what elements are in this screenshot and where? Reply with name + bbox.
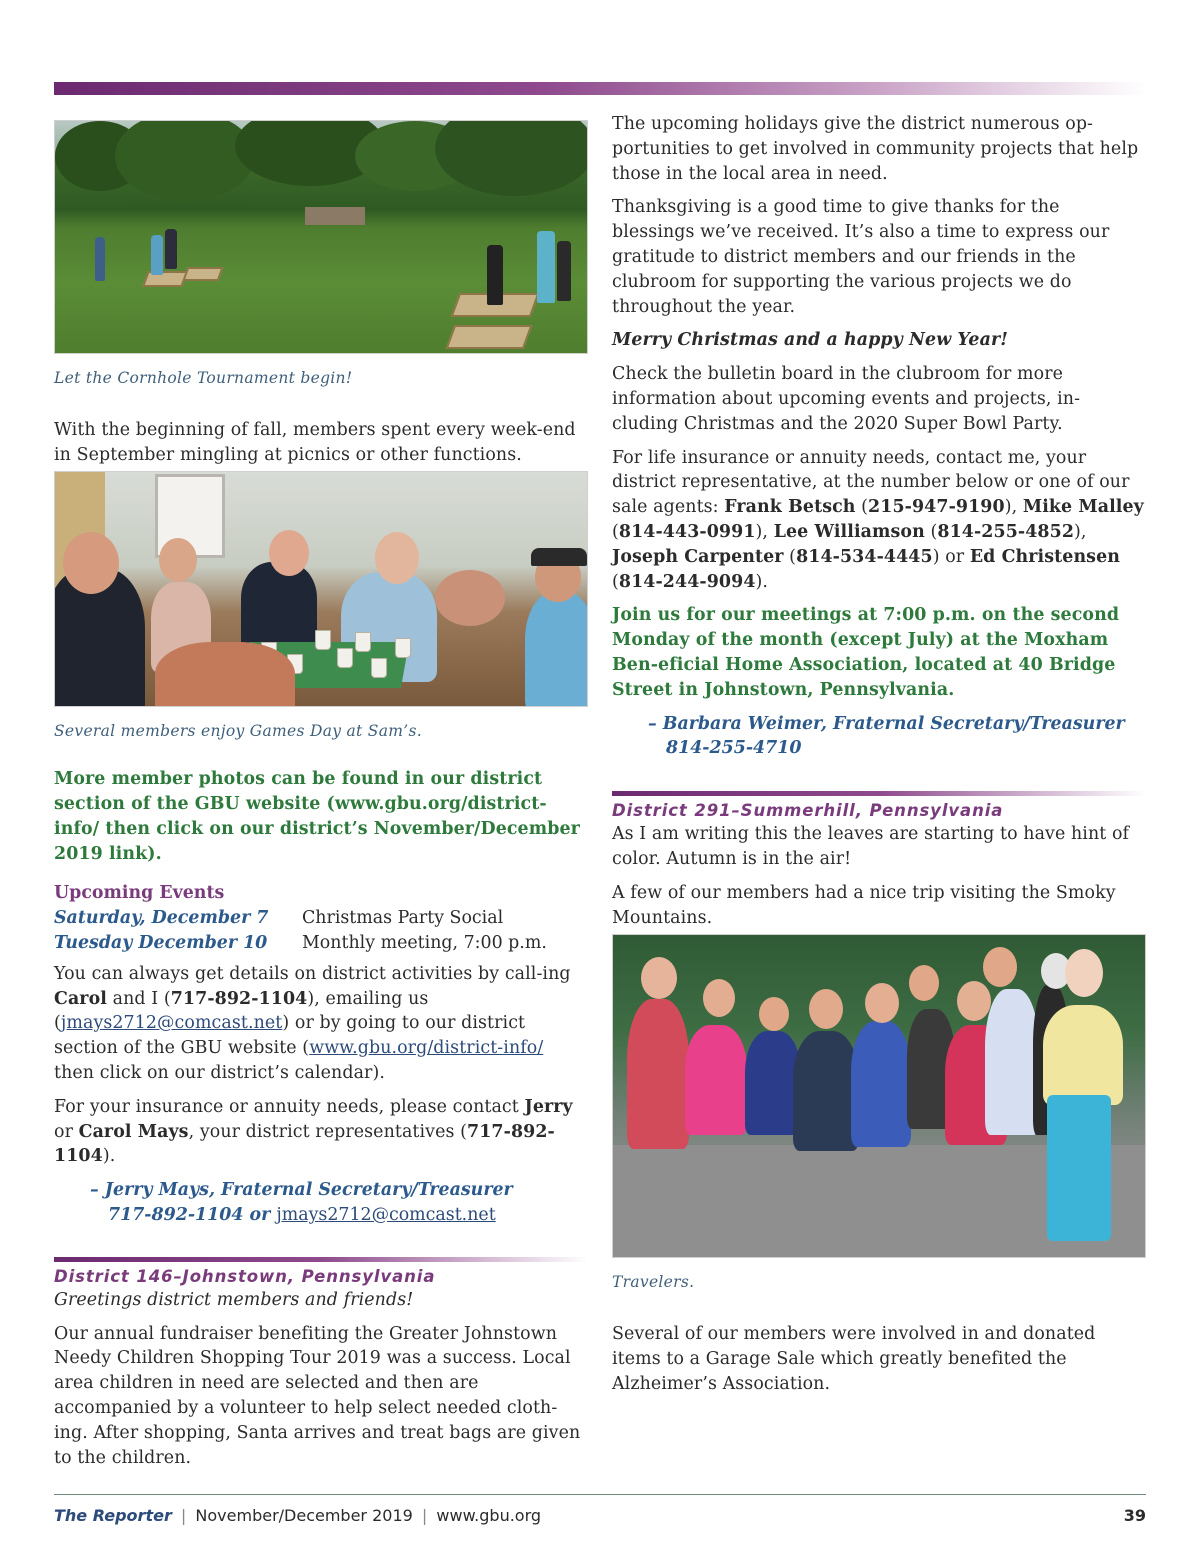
event-row — [54, 931, 588, 956]
garage-sale-paragraph: Several of our members were involved in and donated items to a Garage Sale which greatly benefited the Alzheimer’s Association. — [612, 1324, 1096, 1394]
district-info-link[interactable]: www.gbu.org/district-info/ — [309, 1038, 544, 1059]
website-link[interactable]: www.gbu.org — [436, 1506, 542, 1525]
left-column — [54, 112, 588, 1479]
bulletin-paragraph: Check the bulletin board in the clubroom for more information about upcoming events and projects, in-cluding Christmas and the 2020 Super Bowl Party. — [612, 364, 1081, 434]
page-number: 39 — [1123, 1506, 1146, 1525]
more-photos-note: More member photos can be found in our district section of the GBU website (www.gbu.org/district-info/ then click on our district’s November/December 2019 link). — [54, 769, 580, 864]
district146-rule — [54, 1257, 588, 1262]
contact-phone: 717-892-1104 — [170, 988, 308, 1009]
district291-paragraph: As I am writing this the leaves are starting to have hint of color. Autumn is in the air! — [612, 824, 1130, 869]
event-date: Saturday, December 7 — [54, 908, 269, 929]
signature-name: – Jerry Mays, Fraternal Secretary/Treasurer — [90, 1180, 513, 1201]
agent-phone: 814-255-4852 — [937, 521, 1075, 542]
carol-name: Carol — [54, 988, 107, 1009]
meetings-paragraph: Join us for our meetings at 7:00 p.m. on the second Monday of the month (except July) at the Moxham Ben-eficial Home Association, located at 40 Bridge Street in Johnstown, Pennsylvania. — [612, 605, 1120, 700]
footer-separator: | — [421, 1506, 428, 1525]
holidays-paragraph: The upcoming holidays give the district numerous op-portunities to get involved in community projects that help those in the local area in need. — [612, 114, 1139, 184]
district291-rule — [612, 791, 1146, 796]
cornhole-caption: Let the Cornhole Tournament begin! — [54, 369, 353, 387]
right-signature — [612, 712, 1146, 762]
signature-email-link[interactable]: jmays2712@comcast.net — [276, 1204, 496, 1225]
left-signature — [54, 1178, 588, 1228]
event-description: Monthly meeting, 7:00 p.m. — [302, 932, 547, 953]
signature-phone: 717-892-1104 or — [108, 1204, 277, 1225]
page-footer — [54, 1506, 1146, 1525]
upcoming-events — [54, 881, 588, 955]
signature-phone: 814-255-4710 — [666, 738, 802, 759]
publication-name: The Reporter — [54, 1506, 172, 1525]
agent-name: Joseph Carpenter — [612, 546, 784, 567]
event-row — [54, 906, 588, 931]
fall-paragraph: With the beginning of fall, members spent every week-end in September mingling at picnics or other functions. — [54, 419, 576, 465]
agent-name: Mike Malley — [1022, 497, 1144, 518]
games-day-caption: Several members enjoy Games Day at Sam’s. — [54, 722, 422, 741]
footer-separator: | — [180, 1506, 187, 1525]
games-day-photo — [54, 471, 588, 707]
upcoming-events-title: Upcoming Events — [54, 883, 225, 904]
agent-name: Lee Williamson — [773, 521, 925, 542]
agent-name: Frank Betsch — [724, 497, 856, 518]
smoky-mountains-paragraph: A few of our members had a nice trip visiting the Smoky Mountains. — [612, 882, 1116, 928]
issue-date: November/December 2019 — [195, 1506, 413, 1525]
agent-phone: 215-947-9190 — [868, 497, 1005, 518]
contact-paragraph: You can always get details on district activities by call-ing Carol and I (717-892-1104), emailing us (jmays2712@comcast.net) or by going to our district section of the GBU website (www.gbu.org/district-info/ then click on our district’s calendar). — [54, 963, 571, 1083]
right-column — [612, 112, 1146, 1406]
agent-phone: 814-244-9094 — [618, 571, 756, 592]
event-description: Christmas Party Social — [302, 908, 504, 929]
agents-paragraph: For life insurance or annuity needs, contact me, your district representative, at the number below or one of our sale agents: Frank Betsch (215-947-9190), Mike Malley (814-443-0991), Lee Williamson (814-255-4852), Joseph Carpenter (814-534-4445) or Ed Christensen (814-244-9094). — [612, 447, 1144, 592]
insurance-phone: 717-892-1104 — [54, 1121, 555, 1167]
carol-mays-name: Carol Mays — [78, 1121, 189, 1142]
agent-name: Ed Christensen — [969, 546, 1120, 567]
travelers-caption: Travelers. — [612, 1273, 695, 1292]
district146-greeting: Greetings district members and friends! — [54, 1289, 414, 1310]
agent-phone: 814-534-4445 — [796, 546, 933, 567]
jerry-name: Jerry — [524, 1096, 573, 1117]
insurance-paragraph: For your insurance or annuity needs, please contact Jerry or Carol Mays, your district representatives (717-892-1104). — [54, 1096, 573, 1167]
thanksgiving-paragraph: Thanksgiving is a good time to give thanks for the blessings we’ve received. It’s also a time to express our gratitude to district members and our friends in the clubroom for supporting the various projects we do throughout the year. — [612, 197, 1110, 317]
district146-paragraph: Our annual fundraiser benefiting the Greater Johnstown Needy Children Shopping Tour 2019 was a success. Local area children in need are selected and then are accompanied by a volunteer to help select needed cloth-ing. After shopping, Santa arrives and treat bags are given to the children. — [54, 1323, 581, 1468]
top-decorative-rule — [54, 82, 1146, 95]
email-link[interactable]: jmays2712@comcast.net — [60, 1013, 283, 1034]
district291-heading: District 291–Summerhill, Pennsylvania — [612, 801, 1004, 821]
event-date: Tuesday December 10 — [54, 932, 268, 953]
travelers-photo — [612, 934, 1146, 1258]
agent-phone: 814-443-0991 — [618, 521, 756, 542]
district146-heading: District 146–Johnstown, Pennsylvania — [54, 1266, 436, 1286]
cornhole-photo — [54, 120, 588, 354]
signature-name: – Barbara Weimer, Fraternal Secretary/Treasurer — [648, 713, 1125, 734]
footer-rule — [54, 1494, 1146, 1495]
merry-christmas: Merry Christmas and a happy New Year! — [612, 330, 1008, 351]
